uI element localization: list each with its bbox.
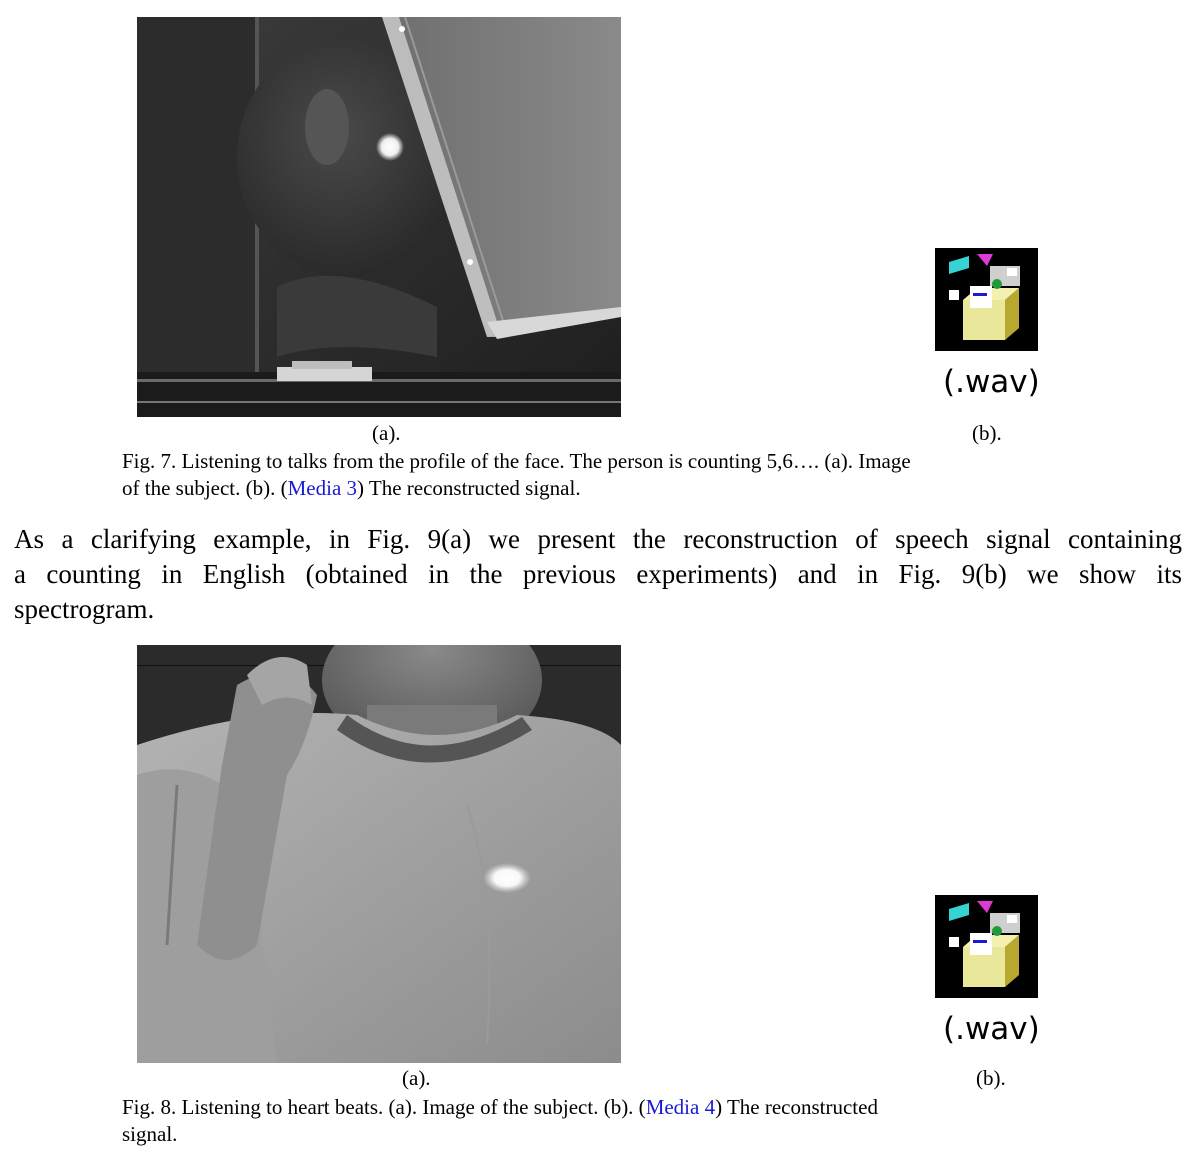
fig8-subcaption-b: (b).	[976, 1066, 1006, 1090]
wav-file-box-icon[interactable]	[935, 248, 1038, 351]
fig8-caption	[122, 1094, 1082, 1148]
paragraph-line-3: spectrogram.	[14, 594, 155, 624]
fig8-wav-label: (.wav)	[943, 1011, 1040, 1047]
media-4-link[interactable]: Media 4	[645, 1095, 716, 1119]
wav-file-box-icon[interactable]	[935, 895, 1038, 998]
fig7-subcaption-a: (a).	[372, 421, 401, 445]
paragraph-line-2: a counting in English (obtained in the previous experiments) and in Fig. 9(b) we show its	[14, 559, 1182, 589]
fig8-photo	[137, 645, 621, 1063]
fig7-caption-line2-post: ) The reconstructed signal.	[357, 476, 581, 500]
fig7-caption-line2-pre: of the subject. (b). (	[122, 476, 288, 500]
fig7-subcaption-b: (b).	[972, 421, 1002, 445]
fig7-photo	[137, 17, 621, 417]
fig8-subcaption-a: (a).	[402, 1066, 431, 1090]
fig8-caption-line2: signal.	[122, 1122, 178, 1146]
paragraph-line-1: As a clarifying example, in Fig. 9(a) we present the reconstruction of speech signal containing	[14, 524, 1182, 554]
fig7-caption-line1: Fig. 7. Listening to talks from the profile of the face. The person is counting 5,6…. (a). Image	[122, 449, 911, 473]
body-paragraph	[14, 522, 1182, 627]
fig7-caption	[122, 448, 1082, 502]
media-3-link[interactable]: Media 3	[287, 476, 358, 500]
fig7-caption-line2	[122, 475, 1082, 502]
fig8-caption-line1	[122, 1094, 1082, 1121]
fig8-caption-line1-post: ) The reconstructed	[715, 1095, 878, 1119]
fig8-caption-line1-pre: Fig. 8. Listening to heart beats. (a). Image of the subject. (b). (	[122, 1095, 646, 1119]
fig7-wav-label: (.wav)	[943, 364, 1040, 400]
